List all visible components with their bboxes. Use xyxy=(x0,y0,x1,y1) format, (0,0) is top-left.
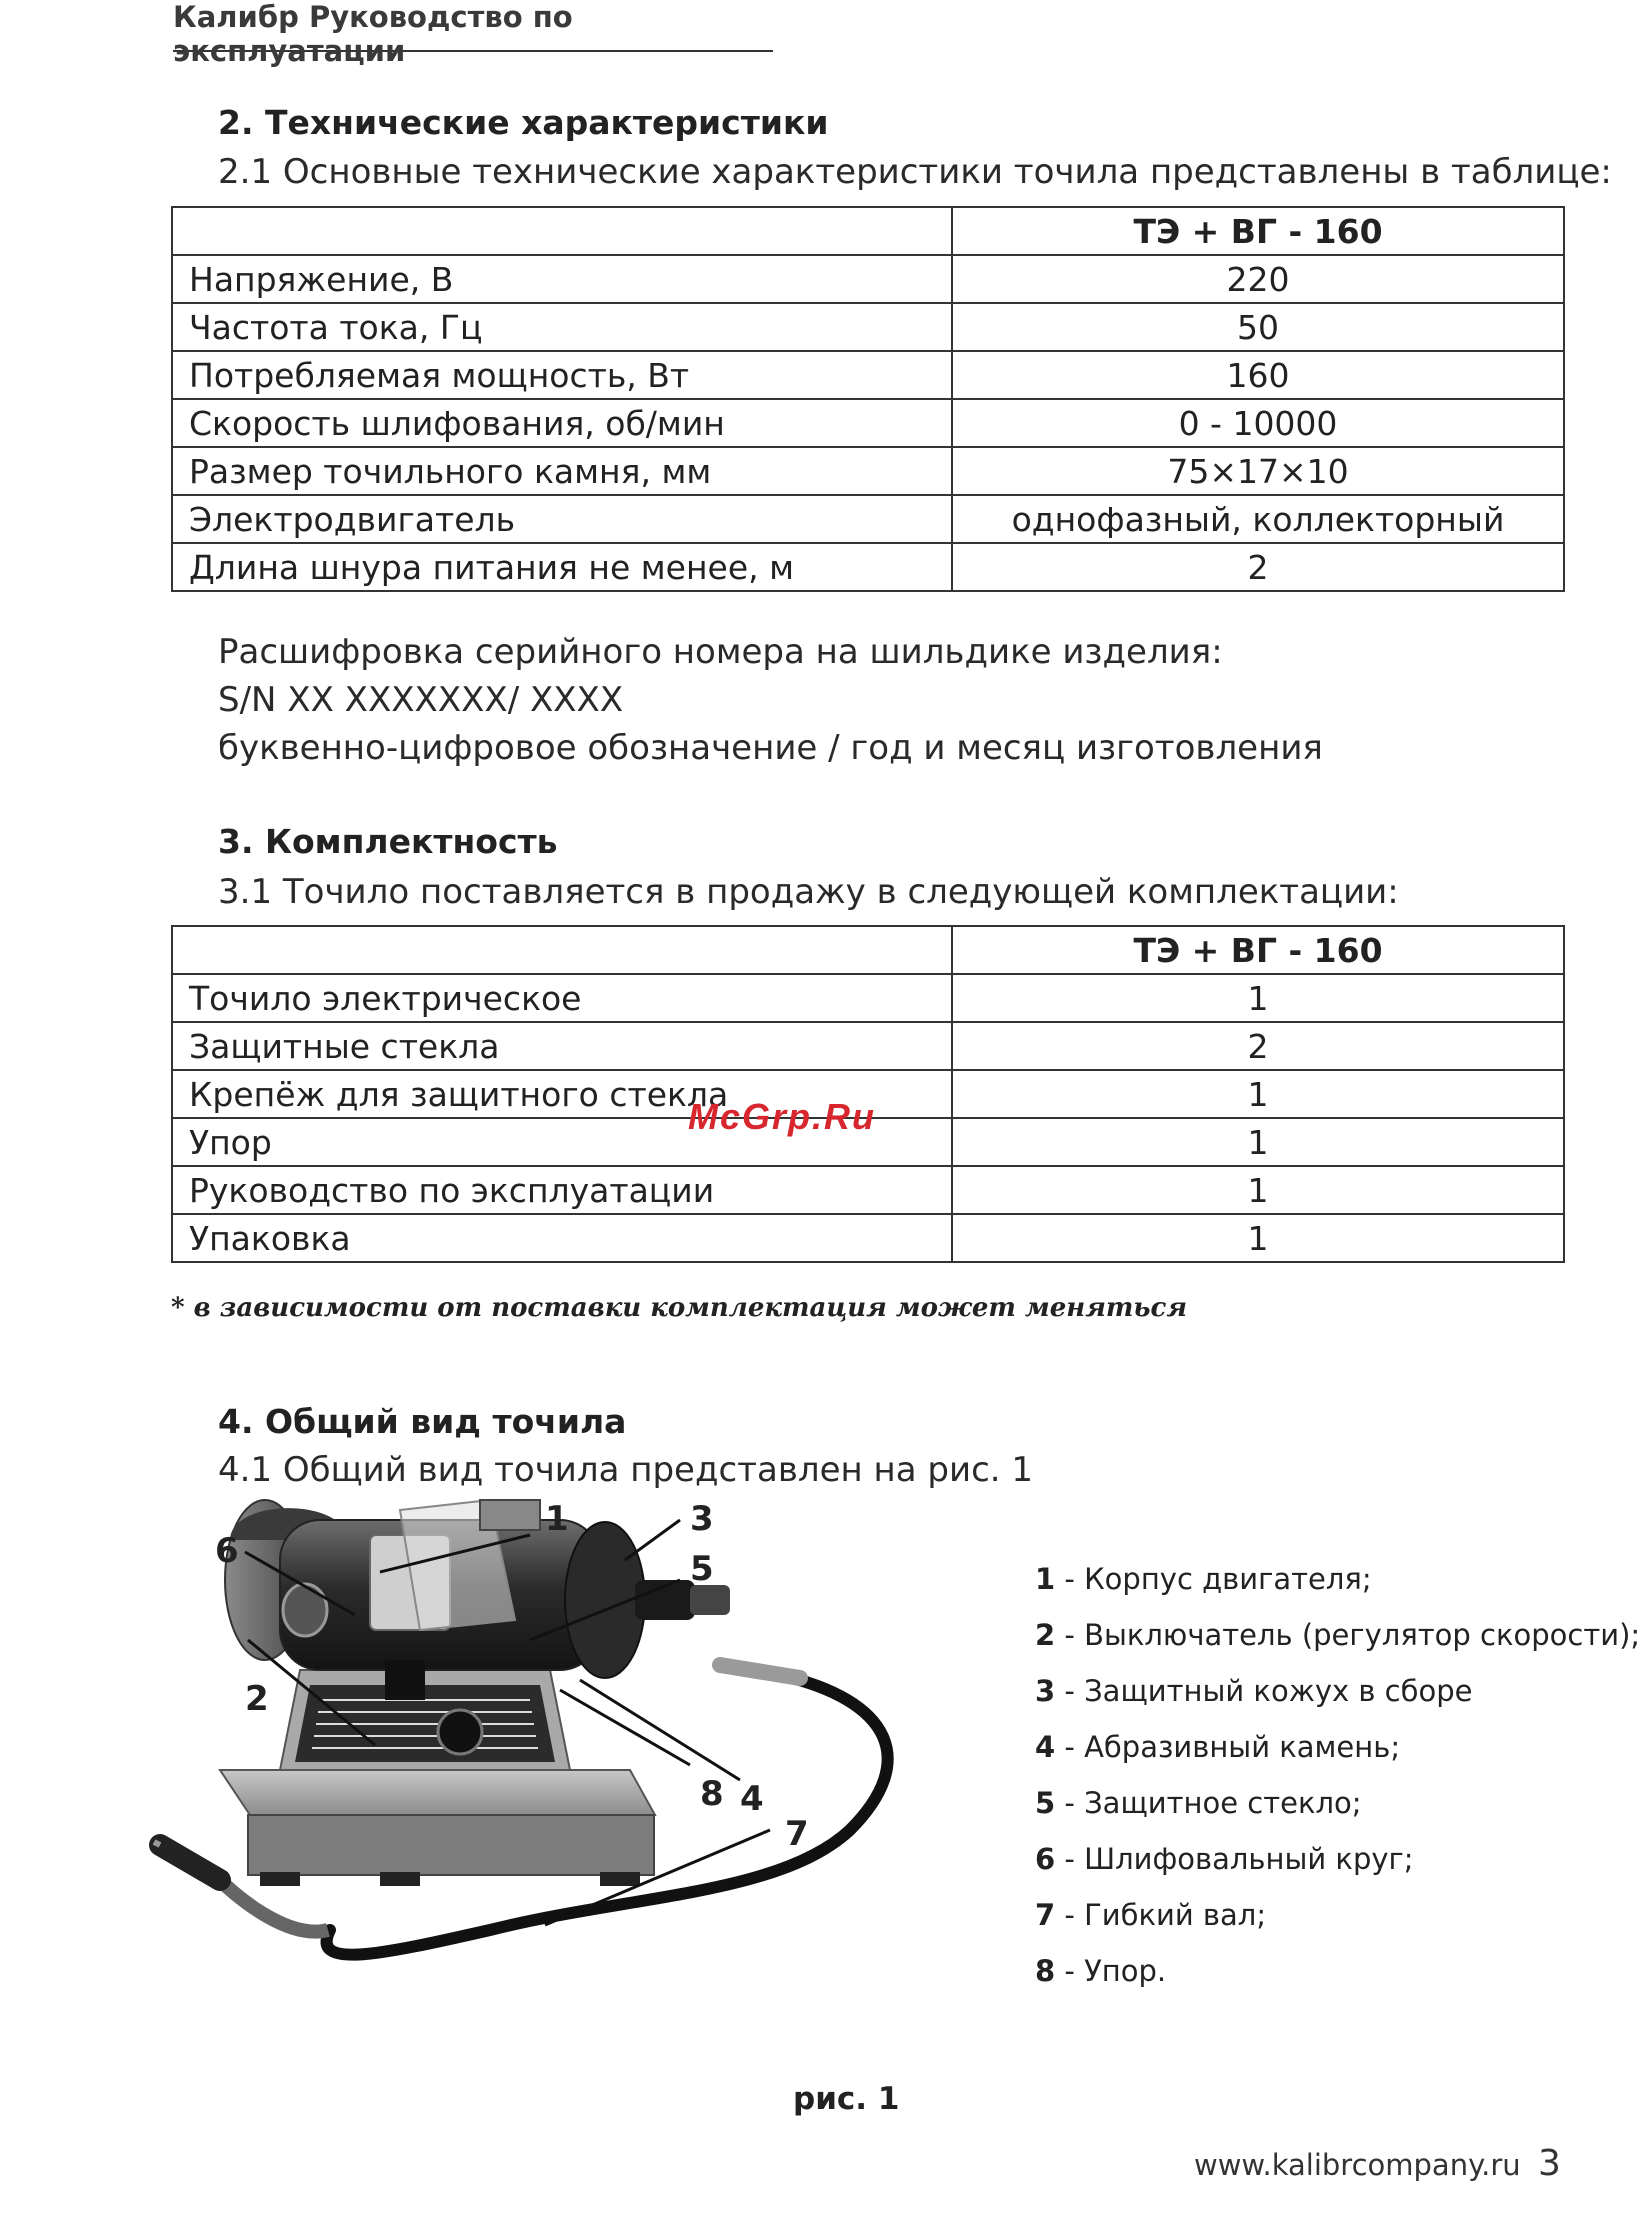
figure-legend xyxy=(1035,1562,1640,2010)
table-cell: 75×17×10 xyxy=(952,447,1564,495)
specifications-table xyxy=(171,206,1565,592)
list-item: 5 - Защитное стекло; xyxy=(1035,1786,1362,1820)
list-item: 2 - Выключатель (регулятор скорости); xyxy=(1035,1618,1640,1652)
table-cell xyxy=(172,926,952,974)
table-header-row xyxy=(172,207,1564,255)
callout-1: 1 xyxy=(545,1499,569,1539)
table-cell: однофазный, коллекторный xyxy=(952,495,1564,543)
table-cell: 1 xyxy=(952,1214,1564,1262)
table-cell: Защитные стекла xyxy=(172,1022,952,1070)
table-cell: Размер точильного камня, мм xyxy=(172,447,952,495)
table-cell: 0 - 10000 xyxy=(952,399,1564,447)
table-cell: Напряжение, В xyxy=(172,255,952,303)
table-cell: 160 xyxy=(952,351,1564,399)
table-row xyxy=(172,495,1564,543)
table-row xyxy=(172,1166,1564,1214)
page-number: 3 xyxy=(1538,2143,1561,2184)
callout-8: 8 xyxy=(700,1774,724,1814)
table-cell: Руководство по эксплуатации xyxy=(172,1166,952,1214)
package-contents-table xyxy=(171,925,1565,1263)
table-row xyxy=(172,255,1564,303)
table-row xyxy=(172,303,1564,351)
list-item: 7 - Гибкий вал; xyxy=(1035,1898,1267,1932)
model-header: ТЭ + ВГ - 160 xyxy=(952,926,1564,974)
section-3-intro: 3.1 Точило поставляется в продажу в следующей комплектации: xyxy=(218,872,1399,912)
package-note: * в зависимости от поставки комплектация может меняться xyxy=(171,1293,1188,1323)
table-row xyxy=(172,447,1564,495)
section-4-intro: 4.1 Общий вид точила представлен на рис. 1 xyxy=(218,1450,1034,1490)
list-item: 8 - Упор. xyxy=(1035,1954,1167,1988)
section-3-heading: 3. Комплектность xyxy=(218,822,558,861)
table-row xyxy=(172,974,1564,1022)
table-row xyxy=(172,399,1564,447)
table-cell xyxy=(172,207,952,255)
table-cell: Электродвигатель xyxy=(172,495,952,543)
table-cell: 1 xyxy=(952,974,1564,1022)
table-cell: 2 xyxy=(952,1022,1564,1070)
table-cell: Потребляемая мощность, Вт xyxy=(172,351,952,399)
list-item: 6 - Шлифовальный круг; xyxy=(1035,1842,1414,1876)
table-row xyxy=(172,543,1564,591)
table-cell: Крепёж для защитного стекла xyxy=(172,1070,952,1118)
table-cell: 1 xyxy=(952,1166,1564,1214)
table-cell: Упаковка xyxy=(172,1214,952,1262)
table-row xyxy=(172,351,1564,399)
table-header-row xyxy=(172,926,1564,974)
watermark-text: McGrp.Ru xyxy=(688,1096,877,1137)
table-row xyxy=(172,1022,1564,1070)
grinder-base xyxy=(220,1670,655,1886)
table-cell: Точило электрическое xyxy=(172,974,952,1022)
serial-line-3: буквенно-цифровое обозначение / год и месяц изготовления xyxy=(218,728,1323,768)
table-cell: 2 xyxy=(952,543,1564,591)
table-cell: Упор xyxy=(172,1118,952,1166)
page-header xyxy=(173,0,773,68)
footer-url[interactable]: www.kalibrcompany.ru xyxy=(1194,2148,1521,2182)
table-row xyxy=(172,1214,1564,1262)
model-header: ТЭ + ВГ - 160 xyxy=(952,207,1564,255)
table-cell: Длина шнура питания не менее, м xyxy=(172,543,952,591)
callout-4: 4 xyxy=(740,1779,764,1819)
list-item: 1 - Корпус двигателя; xyxy=(1035,1562,1372,1596)
section-2-heading: 2. Технические характеристики xyxy=(218,103,829,142)
figure-caption: рис. 1 xyxy=(793,2081,900,2117)
serial-line-2: S/N XX XXXXXXX/ XXXX xyxy=(218,680,624,720)
table-cell: 1 xyxy=(952,1070,1564,1118)
speed-knob xyxy=(438,1710,482,1754)
callout-5: 5 xyxy=(690,1549,714,1589)
list-item: 3 - Защитный кожух в сборе xyxy=(1035,1674,1473,1708)
table-cell: 220 xyxy=(952,255,1564,303)
section-2-intro: 2.1 Основные технические характеристики точила представлены в таблице: xyxy=(218,152,1612,192)
grinder-illustration xyxy=(160,1500,1000,2060)
serial-line-1: Расшифровка серийного номера на шильдике изделия: xyxy=(218,632,1223,672)
header-title: Калибр Руководство по эксплуатации xyxy=(173,0,573,68)
list-item: 4 - Абразивный камень; xyxy=(1035,1730,1401,1764)
table-cell: Частота тока, Гц xyxy=(172,303,952,351)
callout-6: 6 xyxy=(215,1531,239,1571)
table-cell: Скорость шлифования, об/мин xyxy=(172,399,952,447)
table-cell: 1 xyxy=(952,1118,1564,1166)
callout-3: 3 xyxy=(690,1499,714,1539)
section-4-heading: 4. Общий вид точила xyxy=(218,1402,627,1441)
table-cell: 50 xyxy=(952,303,1564,351)
callout-2: 2 xyxy=(245,1679,269,1719)
callout-7: 7 xyxy=(785,1814,809,1854)
